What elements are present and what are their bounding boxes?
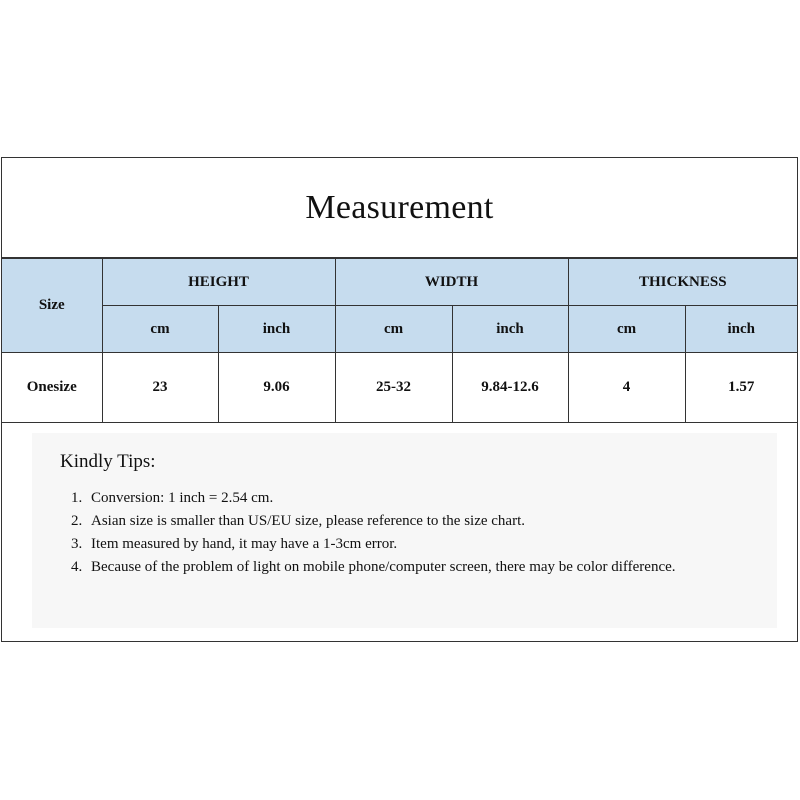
size-cell: Onesize bbox=[2, 353, 102, 423]
value-cell: 23 bbox=[102, 353, 218, 423]
unit-header: inch bbox=[218, 306, 335, 353]
width-header: WIDTH bbox=[335, 259, 568, 306]
list-item: 3. Item measured by hand, it may have a 1-3cm error. bbox=[86, 533, 777, 556]
value-cell: 9.84-12.6 bbox=[452, 353, 568, 423]
tips-title: Kindly Tips: bbox=[60, 451, 156, 472]
unit-header: cm bbox=[568, 306, 685, 353]
size-header: Size bbox=[2, 259, 102, 353]
table-header-row bbox=[2, 259, 797, 306]
table-row bbox=[2, 353, 797, 423]
tips-box bbox=[32, 433, 777, 628]
value-cell: 9.06 bbox=[218, 353, 335, 423]
unit-header: inch bbox=[685, 306, 797, 353]
value-cell: 4 bbox=[568, 353, 685, 423]
unit-header: inch bbox=[452, 306, 568, 353]
table-unit-row bbox=[2, 306, 797, 353]
tips-list bbox=[60, 487, 777, 579]
unit-header: cm bbox=[335, 306, 452, 353]
value-cell: 1.57 bbox=[685, 353, 797, 423]
list-item: 2. Asian size is smaller than US/EU size, please reference to the size chart. bbox=[86, 510, 777, 533]
value-cell: 25-32 bbox=[335, 353, 452, 423]
page-title: Measurement bbox=[2, 158, 797, 258]
unit-header: cm bbox=[102, 306, 218, 353]
thickness-header: THICKNESS bbox=[568, 259, 797, 306]
list-item: 1. Conversion: 1 inch = 2.54 cm. bbox=[86, 487, 777, 510]
measurement-panel bbox=[1, 157, 798, 642]
size-table bbox=[2, 258, 797, 423]
list-item: 4. Because of the problem of light on mobile phone/computer screen, there may be color difference. bbox=[86, 556, 777, 579]
height-header: HEIGHT bbox=[102, 259, 335, 306]
